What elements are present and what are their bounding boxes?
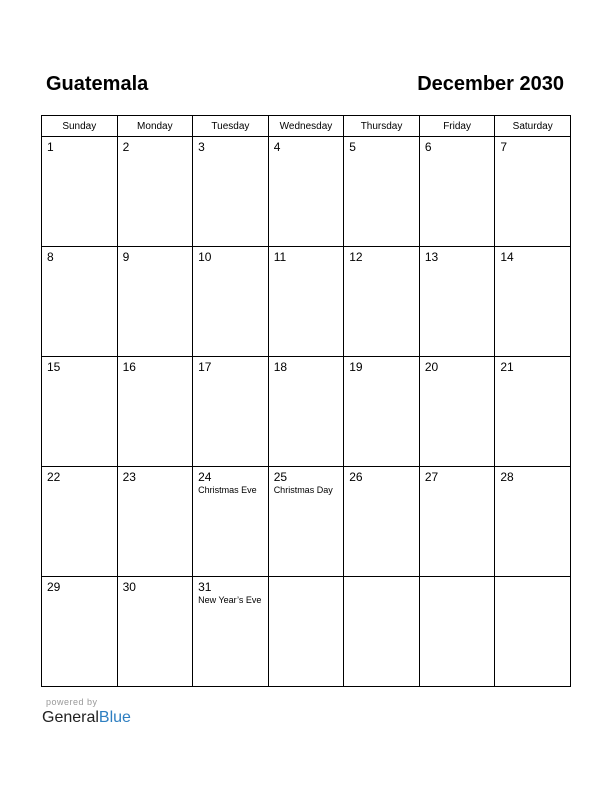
day-number — [420, 577, 495, 580]
day-cell — [268, 357, 344, 467]
day-cell — [419, 247, 495, 357]
day-cell — [495, 577, 571, 687]
day-number: 25 — [273, 470, 288, 484]
day-number: 9 — [122, 250, 130, 264]
day-cell — [419, 577, 495, 687]
day-cell — [344, 137, 420, 247]
day-number: 29 — [47, 580, 61, 594]
weekday-header: Saturday — [495, 116, 571, 137]
day-cell — [193, 357, 269, 467]
day-number: 20 — [424, 360, 439, 374]
day-cell — [495, 247, 571, 357]
day-number — [344, 577, 419, 580]
day-cell — [268, 577, 344, 687]
day-cell — [495, 137, 571, 247]
calendar-grid — [41, 115, 571, 687]
day-number: 16 — [122, 360, 136, 374]
day-number: 30 — [122, 580, 136, 594]
day-number: 14 — [500, 250, 514, 264]
day-number: 31 — [198, 580, 212, 594]
day-number: 11 — [273, 250, 287, 264]
month-title: December 2030 — [417, 73, 564, 95]
day-cell — [268, 247, 344, 357]
day-cell — [117, 357, 193, 467]
day-cell — [117, 467, 193, 577]
day-cell — [419, 137, 495, 247]
day-cell — [344, 467, 420, 577]
day-number: 6 — [424, 140, 432, 154]
day-number: 18 — [273, 360, 288, 374]
day-cell — [193, 137, 269, 247]
week-row — [42, 137, 571, 247]
weekday-header: Sunday — [42, 116, 118, 137]
day-number: 8 — [47, 250, 54, 264]
week-row — [42, 467, 571, 577]
day-number: 4 — [273, 140, 281, 154]
day-cell — [42, 357, 118, 467]
day-cell — [495, 467, 571, 577]
day-number: 5 — [349, 140, 356, 154]
day-number: 27 — [424, 470, 439, 484]
day-number: 2 — [122, 140, 130, 154]
weekday-header: Friday — [419, 116, 495, 137]
day-cell — [344, 577, 420, 687]
day-cell — [419, 467, 495, 577]
day-number: 15 — [47, 360, 61, 374]
day-number: 21 — [500, 360, 514, 374]
day-cell — [193, 467, 269, 577]
weekday-header: Monday — [117, 116, 193, 137]
day-cell — [42, 137, 118, 247]
day-cell — [193, 247, 269, 357]
day-cell — [117, 577, 193, 687]
day-cell — [42, 247, 118, 357]
day-cell — [193, 577, 269, 687]
day-cell — [268, 137, 344, 247]
day-number: 28 — [500, 470, 514, 484]
day-number: 7 — [500, 140, 508, 154]
day-number: 22 — [47, 470, 61, 484]
weekday-header: Tuesday — [193, 116, 269, 137]
day-cell — [419, 357, 495, 467]
brand-general-text: General — [42, 709, 99, 726]
brand-blue-text: Blue — [98, 709, 131, 726]
day-number: 10 — [198, 250, 212, 264]
day-number: 17 — [198, 360, 212, 374]
powered-by-text: powered by — [46, 697, 98, 707]
day-cell — [117, 247, 193, 357]
week-row — [42, 577, 571, 687]
week-row — [42, 247, 571, 357]
weekday-header-row — [42, 116, 571, 137]
day-cell — [268, 467, 344, 577]
day-cell — [344, 247, 420, 357]
day-cell — [42, 577, 118, 687]
day-cell — [344, 357, 420, 467]
holiday-label: Christmas Eve — [198, 485, 257, 495]
country-title: Guatemala — [46, 73, 149, 95]
day-number: 26 — [349, 470, 363, 484]
day-number: 24 — [198, 470, 212, 484]
weekday-header: Thursday — [344, 116, 420, 137]
day-number: 19 — [349, 360, 363, 374]
day-number: 12 — [349, 250, 363, 264]
day-cell — [42, 467, 118, 577]
generalblue-logo[interactable] — [42, 708, 131, 728]
day-number: 13 — [424, 250, 439, 264]
holiday-label: New Year’s Eve — [198, 595, 262, 605]
day-number: 1 — [47, 140, 54, 154]
day-number: 3 — [198, 140, 205, 154]
holiday-label: Christmas Day — [273, 485, 333, 495]
day-number: 23 — [122, 470, 136, 484]
day-number — [269, 577, 344, 580]
day-cell — [117, 137, 193, 247]
weekday-header: Wednesday — [268, 116, 344, 137]
day-cell — [495, 357, 571, 467]
week-row — [42, 357, 571, 467]
day-number — [495, 577, 570, 580]
